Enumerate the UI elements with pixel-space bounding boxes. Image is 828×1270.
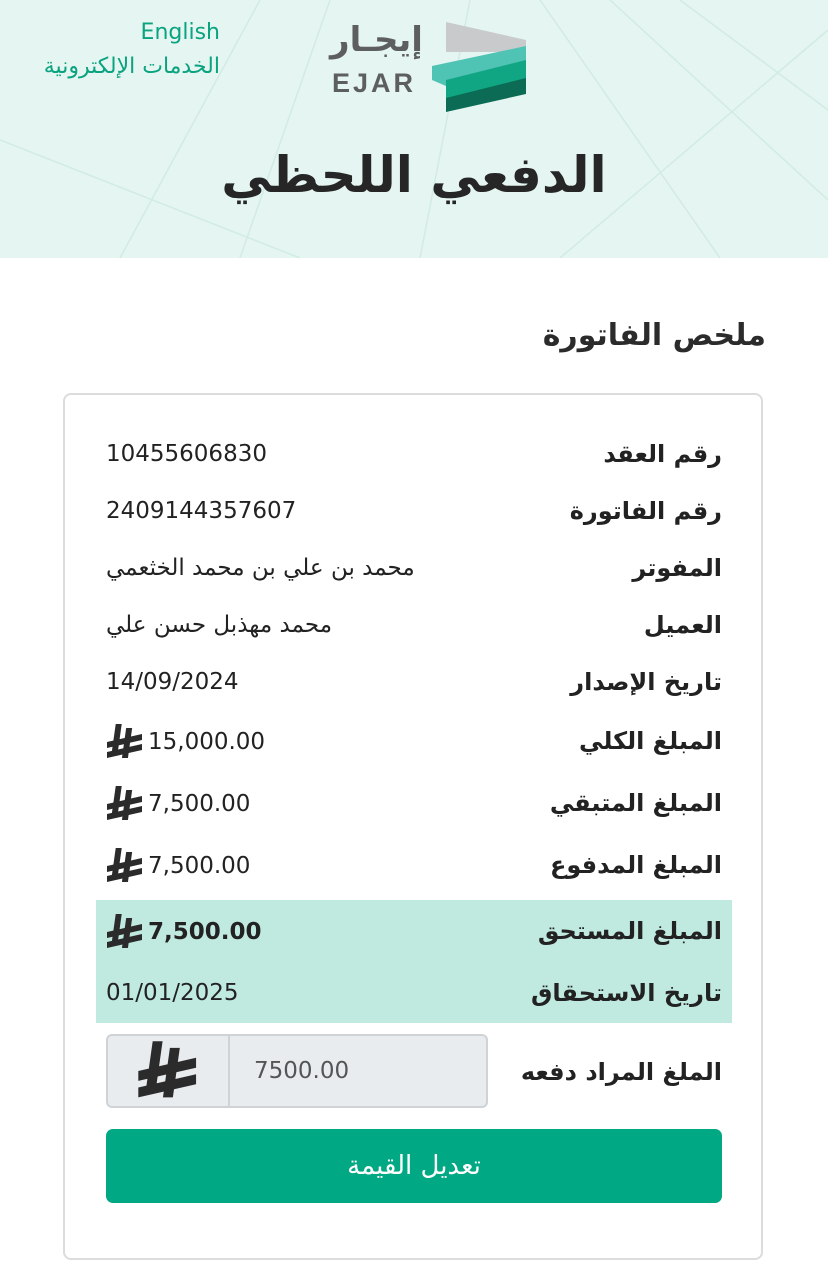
- customer-row: [0, 597, 828, 653]
- invoice-summary-title: ملخص الفاتورة: [542, 318, 766, 353]
- payment-input-group: [106, 1034, 488, 1108]
- biller-row: [0, 540, 828, 596]
- row-value: 10455606830: [106, 441, 267, 467]
- ejar-logo-icon: [430, 20, 530, 115]
- english-link[interactable]: English: [140, 20, 220, 45]
- row-label: رقم العقد: [603, 440, 722, 468]
- row-value: محمد بن علي بن محمد الخثعمي: [106, 555, 415, 581]
- logo-english-text: EJAR: [332, 68, 417, 98]
- issue-date-row: [0, 654, 828, 710]
- language-links: [30, 16, 220, 84]
- row-value: محمد مهذبل حسن علي: [106, 612, 333, 638]
- riyal-icon: [106, 846, 144, 886]
- page-header: [0, 0, 828, 258]
- currency-addon: [108, 1036, 230, 1106]
- remaining-amount-row: [0, 775, 828, 831]
- row-value: [106, 713, 265, 770]
- edit-amount-button[interactable]: تعديل القيمة: [106, 1129, 722, 1203]
- amount-text: 15,000.00: [148, 728, 266, 755]
- row-label: المبلغ المدفوع: [549, 851, 722, 879]
- row-value: 2409144357607: [106, 498, 297, 524]
- contract-number-row: [0, 426, 828, 482]
- amount-text: 7,500.00: [148, 852, 251, 879]
- row-label: المبلغ الكلي: [579, 727, 722, 755]
- payment-amount-input[interactable]: [232, 1036, 486, 1106]
- riyal-icon: [106, 784, 144, 824]
- amount-text: 7,500.00: [148, 790, 251, 817]
- row-value: 14/09/2024: [106, 669, 239, 695]
- row-value: [106, 775, 250, 832]
- ejar-logo[interactable]: [330, 20, 530, 115]
- row-label: تاريخ الاستحقاق: [530, 979, 722, 1007]
- due-amount-row: [0, 903, 828, 959]
- paid-amount-row: [0, 837, 828, 893]
- row-value: 01/01/2025: [106, 980, 239, 1006]
- total-amount-row: [0, 713, 828, 769]
- payment-amount-row: [0, 1034, 828, 1110]
- logo-arabic-text: إيجـار: [330, 20, 423, 60]
- row-label: المبلغ المتبقي: [549, 789, 722, 817]
- row-label: المفوتر: [632, 554, 722, 582]
- page-title: الدفعي اللحظي: [221, 146, 607, 204]
- amount-text: 7,500.00: [148, 918, 262, 945]
- row-value: [106, 903, 262, 960]
- eservices-link[interactable]: الخدمات الإلكترونية: [43, 54, 220, 79]
- due-date-row: [0, 965, 828, 1021]
- row-value: [106, 837, 250, 894]
- row-label: العميل: [643, 611, 722, 639]
- riyal-icon: [106, 722, 144, 762]
- row-label: تاريخ الإصدار: [570, 668, 722, 696]
- row-label: المبلغ المستحق: [537, 917, 722, 945]
- payment-amount-label: الملغ المراد دفعه: [520, 1058, 722, 1086]
- invoice-number-row: [0, 483, 828, 539]
- riyal-icon: [106, 912, 144, 952]
- row-label: رقم الفاتورة: [569, 497, 722, 525]
- riyal-icon: [135, 1038, 201, 1104]
